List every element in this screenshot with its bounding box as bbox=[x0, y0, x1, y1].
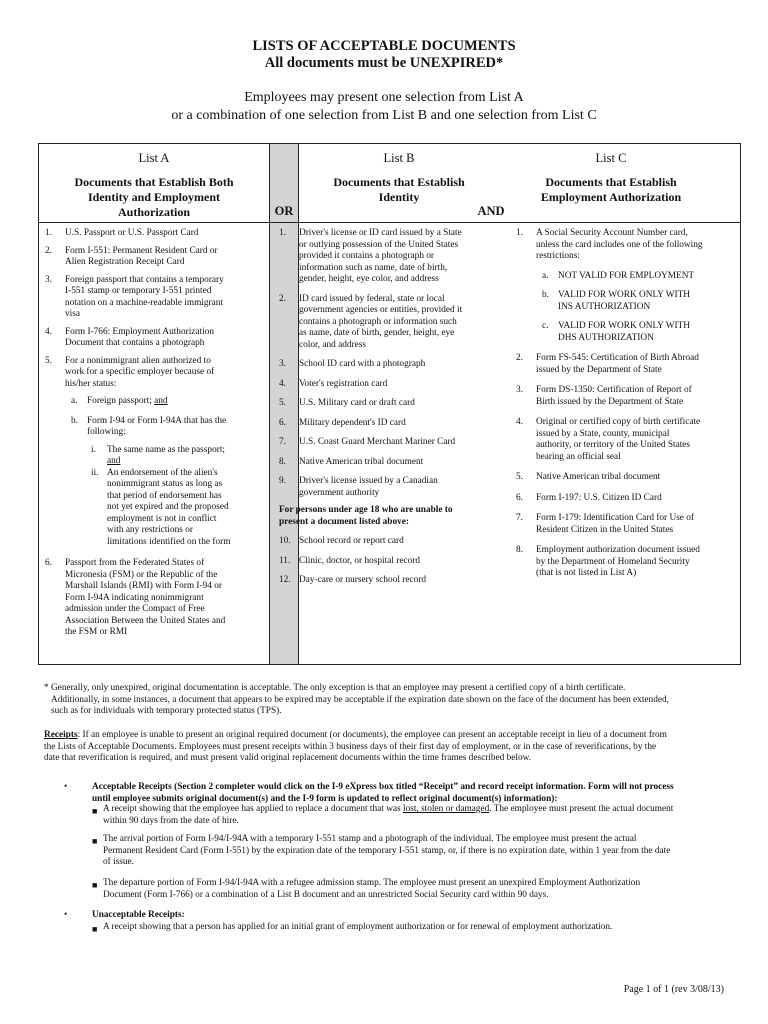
receipt-text: Document (Form I-766) or a combination of a List B document and an unrestricted Social Security card within 90 days. bbox=[103, 889, 549, 900]
item-number: 12. bbox=[279, 575, 291, 585]
item-text: U.S. Military card or draft card bbox=[299, 398, 415, 408]
receipt-text: The departure portion of Form I-94/I-94A with a refugee admission stamp. The employee must present an unexpired Employment Authorization bbox=[103, 878, 641, 888]
list-item bbox=[279, 294, 465, 352]
footnote-line: * Generally, only unexpired, original documentation is acceptable. The only exception is that an employee may present a certified copy of a birth certificate. bbox=[44, 683, 626, 693]
item-text: Military dependent's ID card bbox=[299, 417, 406, 428]
list-item bbox=[45, 558, 231, 639]
bullet-icon: • bbox=[64, 910, 68, 920]
square-bullet-icon: ■ bbox=[92, 836, 98, 846]
item-text: School record or report card bbox=[299, 536, 404, 546]
list-c-subtitle bbox=[511, 175, 711, 205]
list-item bbox=[279, 228, 465, 286]
list-c-subtitle-line: Documents that Establish bbox=[545, 175, 677, 189]
list-item bbox=[279, 457, 465, 469]
item-text: Form I-179: Identification Card for Use of Resident Citizen in the United States bbox=[536, 513, 695, 535]
item-number: 4. bbox=[279, 378, 286, 389]
list-item bbox=[516, 513, 706, 536]
list-item bbox=[279, 437, 465, 449]
list-item bbox=[516, 472, 706, 484]
footnote bbox=[44, 683, 669, 718]
subsubitem-numeral: i. bbox=[91, 444, 96, 455]
list-item bbox=[279, 379, 465, 391]
restriction-text: VALID FOR WORK ONLY WITH INS AUTHORIZATION bbox=[558, 290, 690, 312]
item-number: 2. bbox=[45, 245, 52, 256]
square-bullet-icon: ■ bbox=[92, 880, 98, 890]
list-item bbox=[516, 228, 706, 344]
list-a-items bbox=[45, 228, 231, 645]
item-number: 10. bbox=[279, 536, 291, 546]
list-a-subtitle-line: Authorization bbox=[118, 205, 190, 219]
list-item bbox=[279, 556, 465, 568]
item-number: 6. bbox=[516, 492, 523, 503]
receipt-text-underlined: lost, stolen or damaged bbox=[402, 804, 490, 814]
item-text: Employment authorization document issued by the Department of Homeland Security (that is not listed in List A) bbox=[536, 545, 700, 578]
item-text: School ID card with a photograph bbox=[299, 359, 426, 369]
item-number: 3. bbox=[279, 359, 286, 369]
receipt-text: of issue. bbox=[103, 857, 134, 867]
list-c-subtitle-line: Employment Authorization bbox=[540, 190, 682, 204]
receipt-text: Permanent Resident Card (Form I-551) by the expiration date of the temporary I-551 stamp, or, if there is no expiration date, within 1 year from the date bbox=[103, 845, 671, 856]
acceptable-receipt-item bbox=[103, 804, 733, 827]
or-label: OR bbox=[274, 204, 294, 218]
receipts-paragraph bbox=[44, 730, 667, 765]
acceptable-heading-line: until employee submits original document(s) and the I-9 form is updated to reflect original document(s) information): bbox=[92, 793, 558, 804]
item-number: 7. bbox=[279, 437, 286, 447]
item-text: For a nonimmigrant alien authorized to work for a specific employer because of his/her status: bbox=[65, 355, 215, 389]
item-number: 8. bbox=[516, 545, 523, 555]
item-number: 1. bbox=[279, 228, 286, 238]
item-text: Form DS-1350: Certification of Report of Birth issued by the Department of State bbox=[536, 385, 692, 407]
list-item bbox=[516, 417, 706, 463]
item-number: 5. bbox=[45, 355, 52, 366]
acceptable-receipt-item bbox=[103, 878, 733, 901]
item-number: 2. bbox=[516, 353, 523, 363]
list-item bbox=[279, 476, 465, 499]
restriction-letter: a. bbox=[542, 270, 549, 281]
list-subsubitem bbox=[87, 445, 231, 468]
item-text: Original or certified copy of birth certificate issued by a State, county, municipal authority, or territory of the United States bearing an official seal bbox=[536, 417, 701, 462]
receipts-line: : If an employee is unable to present an original required document (or documents), the employee can present an acceptable receipt in lieu of a document from bbox=[77, 730, 667, 740]
restriction-letter: c. bbox=[542, 321, 549, 331]
list-b-subtitle-line: Documents that Establish bbox=[333, 175, 465, 189]
subsubitem-text: An endorsement of the alien's nonimmigrant status as long as that period of endorsement has not yet expired and the proposed employment is not in conflict with any restrictions or limitations identified on the form bbox=[107, 467, 231, 547]
restriction-item bbox=[536, 271, 706, 283]
list-item bbox=[45, 228, 231, 240]
subsubitem-text: The same name as the passport; bbox=[107, 444, 225, 455]
item-text: A Social Security Account Number card, unless the card includes one of the following restrictions: bbox=[536, 228, 703, 261]
acceptable-receipts-heading bbox=[92, 782, 732, 805]
list-item bbox=[279, 418, 465, 430]
document-subtitle: All documents must be UNEXPIRED* bbox=[264, 55, 504, 71]
item-number: 4. bbox=[45, 326, 52, 337]
list-item bbox=[45, 356, 231, 549]
document-title: LISTS OF ACCEPTABLE DOCUMENTS bbox=[252, 38, 516, 54]
item-number: 5. bbox=[279, 398, 286, 408]
intro-line-1: Employees may present one selection from List A bbox=[244, 90, 524, 105]
list-b-subtitle bbox=[299, 175, 499, 205]
receipts-line: date that reverification is required, and must present valid original replacement documents within the time frames described below. bbox=[44, 753, 532, 763]
receipt-text: A receipt showing that the employee has applied to replace a document that was bbox=[103, 804, 403, 814]
item-number: 8. bbox=[279, 456, 286, 467]
footnote-line: Additionally, in some instances, a document that appears to be expired may be acceptable if the expiration date shown on the face of the document has been extended, bbox=[51, 694, 669, 705]
receipt-text: The arrival portion of Form I-94/I-94A with a temporary I-551 stamp and a photograph of the individual. The employee must present the actual bbox=[103, 834, 637, 844]
header-divider bbox=[269, 222, 741, 223]
square-bullet-icon: ■ bbox=[92, 924, 98, 934]
subitem-text: Form I-94 or Form I-94A that has the following: bbox=[87, 415, 227, 437]
item-text: Form I-551: Permanent Resident Card or Alien Registration Receipt Card bbox=[65, 245, 218, 267]
item-number: 7. bbox=[516, 513, 523, 523]
list-a-subtitle bbox=[39, 175, 269, 220]
intro-line-2: or a combination of one selection from List B and one selection from List C bbox=[171, 108, 597, 123]
item-text: Foreign passport that contains a temporary I-551 stamp or temporary I-551 printed notation on a machine-readable immigrant visa bbox=[65, 274, 224, 319]
acceptable-receipt-item bbox=[103, 834, 733, 869]
item-text: Day-care or nursery school record bbox=[299, 575, 426, 585]
item-text: ID card issued by federal, state or local government agencies or entities, provided it contains a photograph or information such as name, date of birth, gender, height, eye color, and address bbox=[299, 293, 463, 350]
list-c-items bbox=[516, 228, 706, 586]
item-text: Form I-197: U.S. Citizen ID Card bbox=[536, 492, 662, 503]
restriction-item bbox=[536, 290, 706, 313]
item-number: 6. bbox=[45, 558, 52, 568]
receipts-label: Receipts bbox=[44, 730, 78, 740]
list-a-subtitle-line: Documents that Establish Both bbox=[74, 175, 234, 189]
subitem-letter: a. bbox=[71, 396, 78, 406]
subsubitem-numeral: ii. bbox=[91, 467, 99, 478]
receipt-text: within 90 days from the date of hire. bbox=[103, 815, 239, 826]
item-text: Form FS-545: Certification of Birth Abroad issued by the Department of State bbox=[536, 353, 699, 375]
item-text: Form I-766: Employment Authorization Document that contains a photograph bbox=[65, 326, 214, 348]
list-b-items bbox=[279, 228, 465, 593]
subitem-letter: b. bbox=[71, 415, 78, 426]
and-connector: and bbox=[107, 456, 121, 466]
item-text: Driver's license issued by a Canadian government authority bbox=[299, 476, 438, 498]
and-connector: and bbox=[154, 396, 168, 406]
item-text: U.S. Coast Guard Merchant Mariner Card bbox=[299, 437, 456, 447]
item-number: 9. bbox=[279, 476, 286, 486]
square-bullet-icon: ■ bbox=[92, 806, 98, 816]
list-item bbox=[279, 359, 465, 371]
list-item bbox=[45, 246, 231, 269]
acceptable-heading-line: Acceptable Receipts (Section 2 completer would click on the I-9 eXpress box titled “Receipt” and record receipt information. Form will not process bbox=[92, 782, 674, 792]
list-b-title: List B bbox=[383, 151, 415, 165]
header-divider bbox=[39, 222, 269, 223]
item-text: Passport from the Federated States of Micronesia (FSM) or the Republic of the Marshall Islands (RMI) with Form I-94 or Form I-94A indicating nonimmigrant admission under the Compact of Free Association Between the United States and the FSM or RMI bbox=[65, 558, 226, 637]
list-item bbox=[45, 327, 231, 350]
list-a-subtitle-line: Identity and Employment bbox=[87, 190, 221, 204]
receipt-text: . The employee must present the actual document bbox=[489, 804, 674, 814]
footnote-line: such as for individuals with temporary protected status (TPS). bbox=[51, 706, 282, 716]
list-a-title: List A bbox=[138, 151, 170, 165]
page-number: Page 1 of 1 (rev 3/08/13) bbox=[623, 984, 724, 995]
documents-table bbox=[38, 143, 741, 665]
and-label: AND bbox=[477, 204, 505, 218]
item-number: 3. bbox=[45, 274, 52, 285]
item-number: 2. bbox=[279, 293, 286, 304]
item-number: 1. bbox=[45, 228, 52, 238]
item-number: 5. bbox=[516, 472, 523, 482]
item-text: Native American tribal document bbox=[299, 456, 424, 467]
item-number: 6. bbox=[279, 417, 286, 428]
item-number: 3. bbox=[516, 385, 523, 395]
list-item bbox=[279, 575, 465, 587]
list-item bbox=[516, 353, 706, 376]
bullet-icon: • bbox=[64, 782, 68, 792]
list-item bbox=[516, 493, 706, 505]
restriction-letter: b. bbox=[542, 290, 549, 300]
subitem-text: Foreign passport; bbox=[87, 396, 152, 406]
list-b-subtitle-line: Identity bbox=[378, 190, 420, 204]
list-c-title: List C bbox=[595, 151, 627, 165]
item-text: Native American tribal document bbox=[536, 472, 661, 482]
receipts-line: the Lists of Acceptable Documents. Employees must present receipts within 3 business days of their first day of employment, or in the case of reverifications, by the bbox=[44, 741, 657, 752]
restriction-text: VALID FOR WORK ONLY WITH DHS AUTHORIZATION bbox=[558, 321, 690, 343]
item-text: Voter's registration card bbox=[299, 378, 388, 389]
list-item bbox=[45, 275, 231, 321]
list-item bbox=[516, 385, 706, 408]
restriction-text: NOT VALID FOR EMPLOYMENT bbox=[558, 270, 695, 281]
item-number: 1. bbox=[516, 228, 523, 238]
item-text: U.S. Passport or U.S. Passport Card bbox=[65, 228, 199, 238]
unacceptable-receipts-heading: Unacceptable Receipts: bbox=[92, 910, 185, 920]
list-item bbox=[516, 545, 706, 580]
item-number: 11. bbox=[279, 555, 291, 566]
minor-heading: For persons under age 18 who are unable to present a document listed above: bbox=[279, 505, 453, 527]
list-item bbox=[279, 398, 465, 410]
unacceptable-receipt-item: A receipt showing that a person has applied for an initial grant of employment authorization or for renewal of employment authorization. bbox=[103, 922, 613, 932]
restriction-item bbox=[536, 321, 706, 344]
list-item bbox=[279, 536, 465, 548]
item-text: Driver's license or ID card issued by a State or outlying possession of the United States provided it contains a photograph or information such as name, date of birth, gender, height, eye color, and address bbox=[299, 228, 462, 284]
list-subitem bbox=[65, 416, 231, 549]
list-subitem bbox=[65, 396, 231, 408]
item-text: Clinic, doctor, or hospital record bbox=[299, 555, 420, 566]
list-subsubitem bbox=[87, 468, 231, 549]
item-number: 4. bbox=[516, 417, 523, 427]
